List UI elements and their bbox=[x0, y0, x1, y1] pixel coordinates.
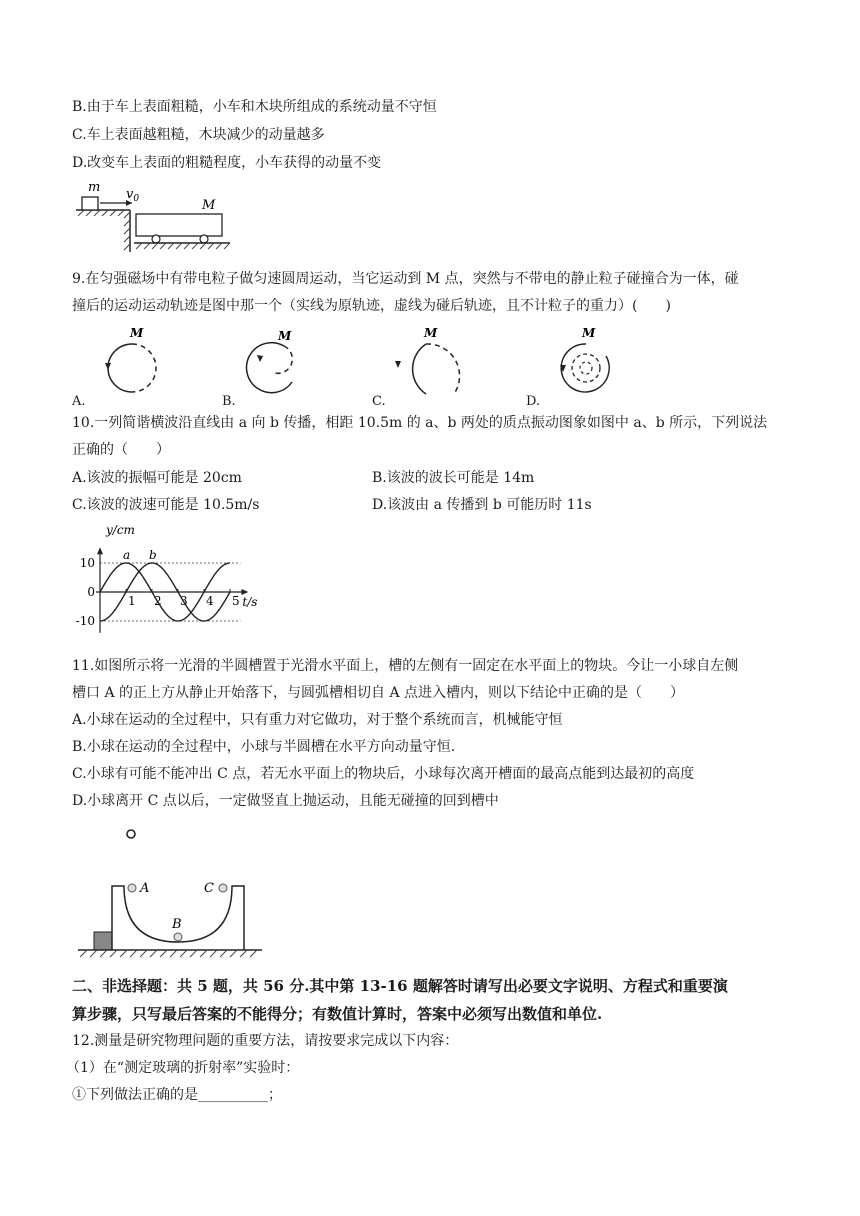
q10-stem-line2: 正确的（ ） bbox=[72, 442, 170, 458]
q11-option-c: C.小球有可能不能冲出 C 点，若无水平面上的物块后，小球每次离开槽面的最高点能到达最初的高度 bbox=[72, 766, 695, 782]
section-2-heading-line1: 二、非选择题：共 5 题，共 56 分.其中第 13-16 题解答时请写出必要文字说明、方程式和重要演 bbox=[72, 977, 728, 995]
x-tick-label: 1 bbox=[128, 594, 136, 608]
x-tick-label: 2 bbox=[154, 594, 162, 608]
q10-wave-chart bbox=[72, 522, 287, 642]
q10-option-a: A.该波的振幅可能是 20cm bbox=[72, 470, 242, 486]
series-a-label: a bbox=[123, 548, 131, 562]
y-tick-label: 10 bbox=[79, 556, 95, 570]
q9-option-a-figure bbox=[92, 322, 172, 402]
label-M: M bbox=[202, 198, 216, 213]
q11-stem-line1: 11.如图所示将一光滑的半圆槽置于光滑水平面上，槽的左侧有一固定在水平面上的物块。今让一小球自左侧 bbox=[72, 658, 739, 674]
q9-stem-line2: 撞后的运动运动轨迹是图中那一个（实线为原轨迹，虚线为碰后轨迹，且不计粒子的重力）( ) bbox=[72, 298, 671, 314]
x-tick-label: 4 bbox=[206, 594, 214, 608]
q10-stem-line1: 10.一列简谐横波沿直线由 a 向 b 传播，相距 10.5m 的 a、b 两处的质点振动图象如图中 a、b 所示，下列说法 bbox=[72, 415, 768, 431]
q9-option-c-label: C. bbox=[372, 394, 386, 409]
q9-option-a-label: A. bbox=[72, 394, 86, 409]
falling-ball bbox=[127, 830, 135, 838]
q8-option-b: B.由于车上表面粗糙，小车和木块所组成的系统动量不守恒 bbox=[72, 99, 437, 115]
q8-option-c: C.车上表面越粗糙，木块减少的动量越多 bbox=[72, 127, 325, 143]
point-a: A bbox=[140, 881, 150, 896]
q12-part1: （1）在“测定玻璃的折射率”实验时： bbox=[66, 1060, 300, 1076]
x-tick-label: 3 bbox=[180, 594, 188, 608]
q9-option-d-label: D. bbox=[526, 394, 541, 409]
q12-stem: 12.测量是研究物理问题的重要方法，请按要求完成以下内容： bbox=[72, 1033, 459, 1049]
q8-option-d: D.改变车上表面的粗糙程度，小车获得的动量不变 bbox=[72, 155, 382, 171]
q11-option-d: D.小球离开 C 点以后，一定做竖直上抛运动，且能无碰撞的回到槽中 bbox=[72, 793, 499, 809]
q10-option-d: D.该波由 a 传播到 b 可能历时 11s bbox=[372, 497, 592, 513]
block-m bbox=[82, 197, 98, 210]
q8-figure bbox=[72, 176, 242, 256]
q9-option-b-figure bbox=[236, 322, 316, 402]
label-m: m bbox=[88, 180, 101, 195]
svg-text:M: M bbox=[278, 329, 292, 343]
point-c: C bbox=[204, 881, 214, 896]
fixed-block bbox=[94, 932, 112, 950]
q11-option-a: A.小球在运动的全过程中，只有重力对它做功，对于整个系统而言，机械能守恒 bbox=[72, 712, 563, 728]
x-axis-label: t/s bbox=[242, 595, 258, 609]
point-b: B bbox=[172, 917, 182, 932]
q11-stem-line2: 槽口 A 的正上方从静止开始落下，与圆弧槽相切自 A 点进入槽内，则以下结论中正确的是（ ） bbox=[72, 685, 685, 701]
y-tick-label: 0 bbox=[87, 585, 95, 599]
q11-trough-figure bbox=[72, 820, 272, 965]
series-b-label: b bbox=[149, 548, 157, 562]
svg-text:M: M bbox=[582, 326, 596, 340]
q9-option-c-figure bbox=[386, 322, 476, 402]
q9-stem-line1: 9.在匀强磁场中有带电粒子做匀速圆周运动，当它运动到 M 点，突然与不带电的静止粒子碰撞合为一体，碰 bbox=[72, 271, 739, 287]
svg-text:M: M bbox=[424, 326, 438, 340]
q11-option-b: B.小球在运动的全过程中，小球与半圆槽在水平方向动量守恒. bbox=[72, 739, 456, 755]
section-2-heading-line2: 算步骤，只写最后答案的不能得分；有数值计算时，答案中必须写出数值和单位. bbox=[72, 1005, 603, 1023]
svg-text:M: M bbox=[130, 326, 144, 340]
q9-option-b-label: B. bbox=[222, 394, 236, 409]
q9-option-d-figure bbox=[546, 322, 626, 402]
q12-part1-item1: ①下列做法正确的是__________； bbox=[72, 1087, 282, 1103]
y-tick-label: -10 bbox=[75, 614, 95, 628]
y-axis-arrow bbox=[97, 547, 103, 554]
cart-M bbox=[136, 214, 222, 236]
y-axis-label: y/cm bbox=[106, 523, 135, 537]
q10-option-c: C.该波的波速可能是 10.5m/s bbox=[72, 497, 260, 513]
x-tick-label: 5 bbox=[232, 594, 240, 608]
label-v0: $v_0$ bbox=[126, 187, 140, 204]
q10-option-b: B.该波的波长可能是 14m bbox=[372, 470, 535, 486]
